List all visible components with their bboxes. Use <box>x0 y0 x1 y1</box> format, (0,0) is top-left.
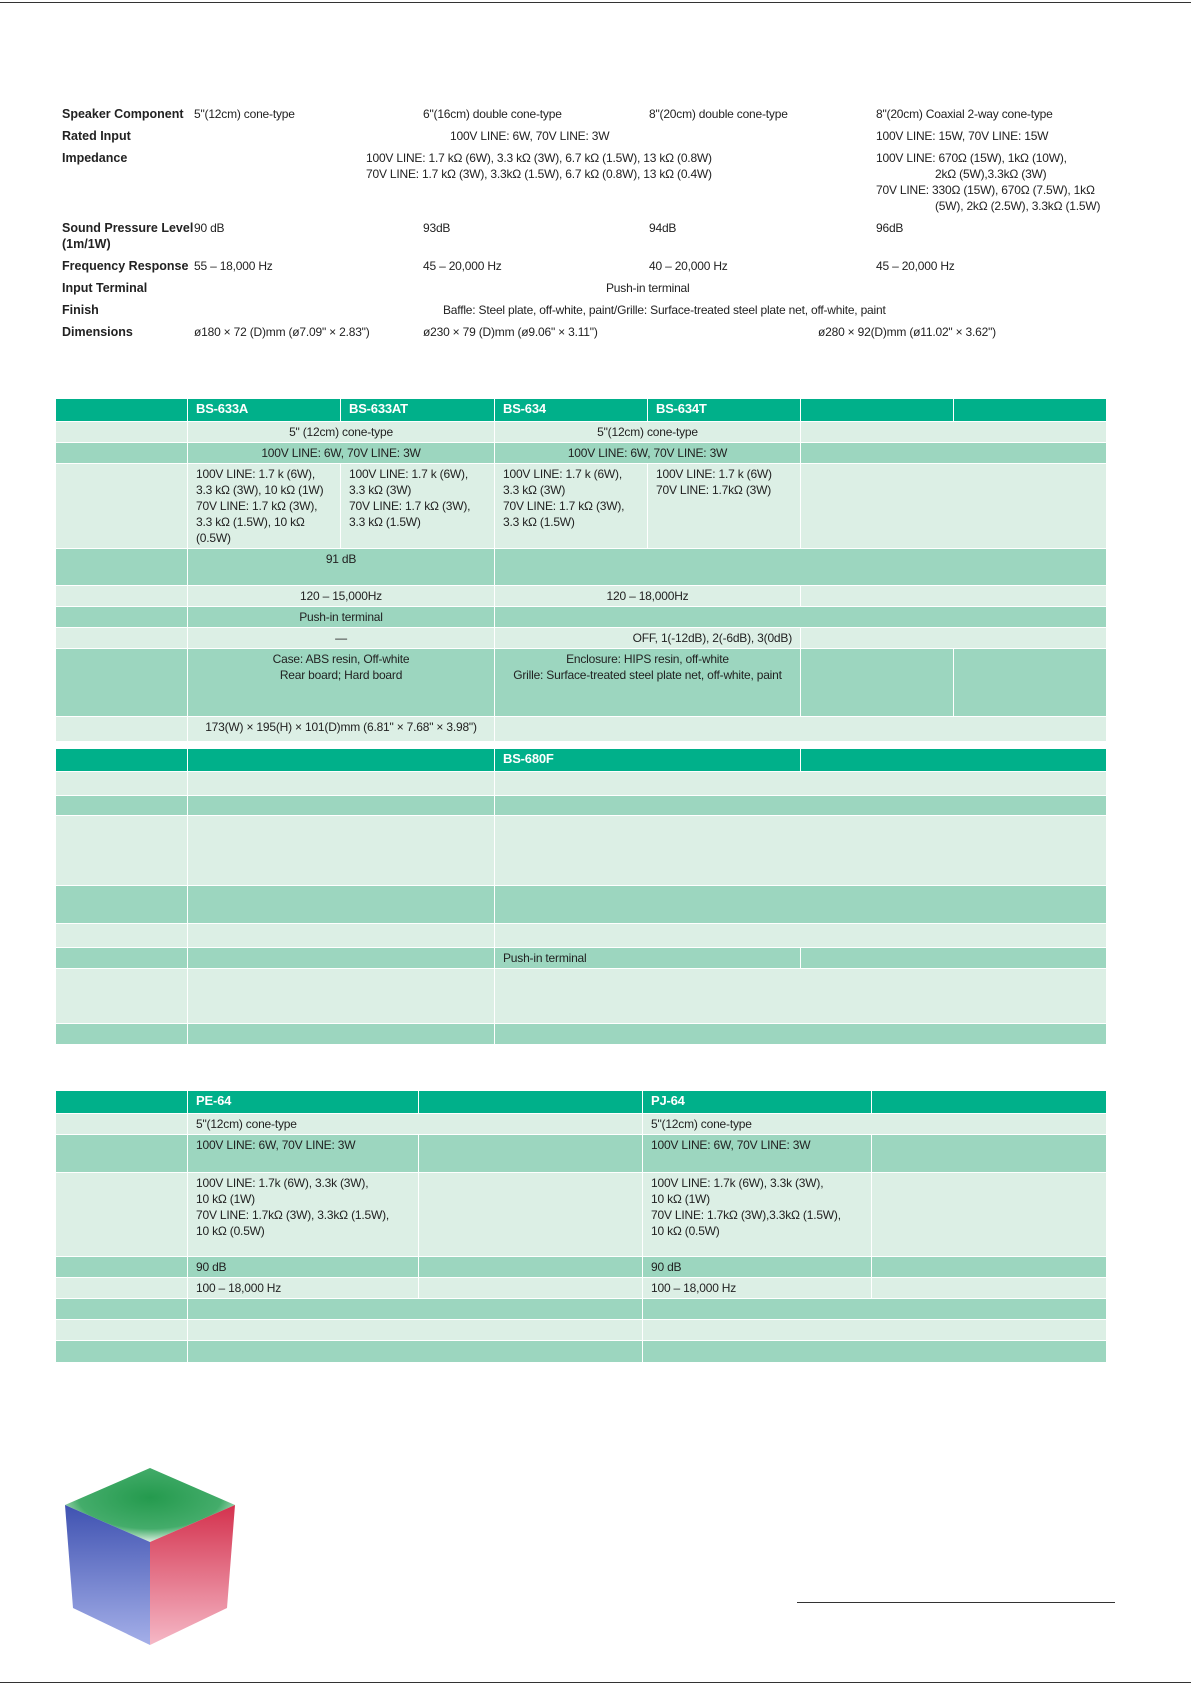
pj64-freq: 100 – 18,000 Hz <box>643 1278 872 1299</box>
table-row <box>56 969 1106 1024</box>
imp-bs-634t: 100V LINE: 1.7 k (6W) 70V LINE: 1.7kΩ (3W) <box>648 464 801 549</box>
table-row <box>56 586 1106 607</box>
freq-a: 120 – 15,000Hz <box>188 586 495 607</box>
label-impedance: Impedance <box>62 151 128 165</box>
table-row <box>56 796 1106 816</box>
impedance-shared-2: 70V LINE: 1.7 kΩ (3W), 3.3kΩ (1.5W), 6.7 kΩ (0.8W), 13 kΩ (0.4W) <box>366 167 712 181</box>
component-1: 5"(12cm) cone-type <box>194 107 295 121</box>
finish-b: Enclosure: HIPS resin, off-white Grille: Surface-treated steel plate net, off-white, paint <box>495 649 801 717</box>
model-bs-634t: BS-634T <box>648 399 801 422</box>
spec-table-2 <box>55 748 1106 1044</box>
spl-1: 90 dB <box>194 221 225 235</box>
table-row <box>56 399 1106 422</box>
pe64-spl: 90 dB <box>188 1257 419 1278</box>
table-row <box>56 749 1106 772</box>
bottom-rule <box>0 1682 1191 1683</box>
impedance-last-3: 70V LINE: 330Ω (15W), 670Ω (7.5W), 1kΩ <box>876 183 1095 197</box>
pj64-spl: 90 dB <box>643 1257 872 1278</box>
table-row <box>56 1278 1106 1299</box>
label-rated-input: Rated Input <box>62 129 131 143</box>
attenuator-a: — <box>188 628 495 649</box>
input-terminal: Push-in terminal <box>606 281 690 295</box>
dimensions-1: ø180 × 72 (D)mm (ø7.09" × 2.83") <box>194 325 370 339</box>
dimensions-2: ø230 × 79 (D)mm (ø9.06" × 3.11") <box>423 325 598 339</box>
table-row <box>56 649 1106 717</box>
label-spl: Sound Pressure Level <box>62 221 194 235</box>
model-bs-633at: BS-633AT <box>341 399 495 422</box>
label-frequency-response: Frequency Response <box>62 259 189 273</box>
freq-1: 55 – 18,000 Hz <box>194 259 273 273</box>
component-3: 8"(20cm) double cone-type <box>649 107 788 121</box>
table-row <box>56 1299 1106 1320</box>
table-row <box>56 924 1106 948</box>
rated-input-last: 100V LINE: 15W, 70V LINE: 15W <box>876 129 1049 143</box>
table-row <box>56 1135 1106 1173</box>
freq-b: 120 – 18,000Hz <box>495 586 801 607</box>
table-row <box>56 886 1106 924</box>
label-speaker-component: Speaker Component <box>62 107 184 121</box>
table-row <box>56 464 1106 549</box>
table-row <box>56 1173 1106 1257</box>
pe64-component: 5"(12cm) cone-type <box>188 1114 643 1135</box>
component-2: 6"(16cm) double cone-type <box>423 107 562 121</box>
dimensions-3: ø280 × 92(D)mm (ø11.02" × 3.62") <box>818 325 996 339</box>
imp-bs-633at: 100V LINE: 1.7 k (6W), 3.3 kΩ (3W) 70V LINE: 1.7 kΩ (3W), 3.3 kΩ (1.5W) <box>341 464 495 549</box>
model-bs-634: BS-634 <box>495 399 648 422</box>
finish-text: Baffle: Steel plate, off-white, paint/Grille: Surface-treated steel plate net, off-white, paint <box>443 303 886 317</box>
spec-table-1 <box>55 398 1106 741</box>
logo-cube-icon <box>55 1460 245 1650</box>
attenuator-b: OFF, 1(-12dB), 2(-6dB), 3(0dB) <box>495 628 801 649</box>
component-b: 5"(12cm) cone-type <box>495 422 801 443</box>
freq-3: 40 – 20,000 Hz <box>649 259 728 273</box>
component-4: 8"(20cm) Coaxial 2-way cone-type <box>876 107 1053 121</box>
label-finish: Finish <box>62 303 99 317</box>
rated-input-shared: 100V LINE: 6W, 70V LINE: 3W <box>450 129 610 143</box>
rated-a: 100V LINE: 6W, 70V LINE: 3W <box>188 443 495 464</box>
impedance-last-4: (5W), 2kΩ (2.5W), 3.3kΩ (1.5W) <box>935 199 1101 213</box>
pj64-rated: 100V LINE: 6W, 70V LINE: 3W <box>643 1135 872 1173</box>
rated-b: 100V LINE: 6W, 70V LINE: 3W <box>495 443 801 464</box>
table-row <box>56 1024 1106 1044</box>
table-row <box>56 422 1106 443</box>
imp-bs-633a: 100V LINE: 1.7 k (6W), 3.3 kΩ (3W), 10 kΩ (1W) 70V LINE: 1.7 kΩ (3W), 3.3 kΩ (1.5W), 10 kΩ (0.5W) <box>188 464 341 549</box>
component-a: 5" (12cm) cone-type <box>188 422 495 443</box>
table-row <box>56 1257 1106 1278</box>
model-pj-64: PJ-64 <box>643 1091 872 1114</box>
spl-4: 96dB <box>876 221 904 235</box>
impedance-last-2: 2kΩ (5W),3.3kΩ (3W) <box>935 167 1047 181</box>
freq-2: 45 – 20,000 Hz <box>423 259 502 273</box>
impedance-last-1: 100V LINE: 670Ω (15W), 1kΩ (10W), <box>876 151 1067 165</box>
imp-bs-634: 100V LINE: 1.7 k (6W), 3.3 kΩ (3W) 70V LINE: 1.7 kΩ (3W), 3.3 kΩ (1.5W) <box>495 464 648 549</box>
spl-a: 91 dB <box>188 549 495 586</box>
label-spl-unit: (1m/1W) <box>62 237 111 251</box>
spl-3: 94dB <box>649 221 677 235</box>
pe64-freq: 100 – 18,000 Hz <box>188 1278 419 1299</box>
table-row <box>56 549 1106 586</box>
signature-rule <box>797 1602 1115 1603</box>
table-row <box>56 1341 1106 1362</box>
table-row <box>56 628 1106 649</box>
freq-4: 45 – 20,000 Hz <box>876 259 955 273</box>
table-row <box>56 1114 1106 1135</box>
model-pe-64: PE-64 <box>188 1091 419 1114</box>
pj64-imp: 100V LINE: 1.7k (6W), 3.3k (3W), 10 kΩ (1W) 70V LINE: 1.7kΩ (3W),3.3kΩ (1.5W), 10 kΩ (0.5W) <box>643 1173 872 1257</box>
model-bs-633a: BS-633A <box>188 399 341 422</box>
table-row <box>56 443 1106 464</box>
pj64-component: 5"(12cm) cone-type <box>643 1114 1106 1135</box>
terminal-bs-680f: Push-in terminal <box>495 948 801 969</box>
spl-2: 93dB <box>423 221 451 235</box>
top-rule <box>0 2 1191 3</box>
model-bs-680f: BS-680F <box>495 749 801 772</box>
impedance-shared-1: 100V LINE: 1.7 kΩ (6W), 3.3 kΩ (3W), 6.7 kΩ (1.5W), 13 kΩ (0.8W) <box>366 151 712 165</box>
label-dimensions: Dimensions <box>62 325 133 339</box>
table-row <box>56 717 1106 741</box>
terminal-a: Push-in terminal <box>188 607 495 628</box>
table-row <box>56 816 1106 886</box>
pe64-imp: 100V LINE: 1.7k (6W), 3.3k (3W), 10 kΩ (1W) 70V LINE: 1.7kΩ (3W), 3.3kΩ (1.5W), 10 kΩ (0.5W) <box>188 1173 419 1257</box>
pe64-rated: 100V LINE: 6W, 70V LINE: 3W <box>188 1135 419 1173</box>
finish-a: Case: ABS resin, Off-white Rear board; Hard board <box>188 649 495 717</box>
table-row <box>56 1320 1106 1341</box>
label-input-terminal: Input Terminal <box>62 281 148 295</box>
table-row <box>56 948 1106 969</box>
table-row <box>56 607 1106 628</box>
table-row <box>56 772 1106 796</box>
dims-a: 173(W) × 195(H) × 101(D)mm (6.81" × 7.68" × 3.98") <box>188 717 495 741</box>
table-row <box>56 1091 1106 1114</box>
spec-table-3 <box>55 1090 1106 1362</box>
